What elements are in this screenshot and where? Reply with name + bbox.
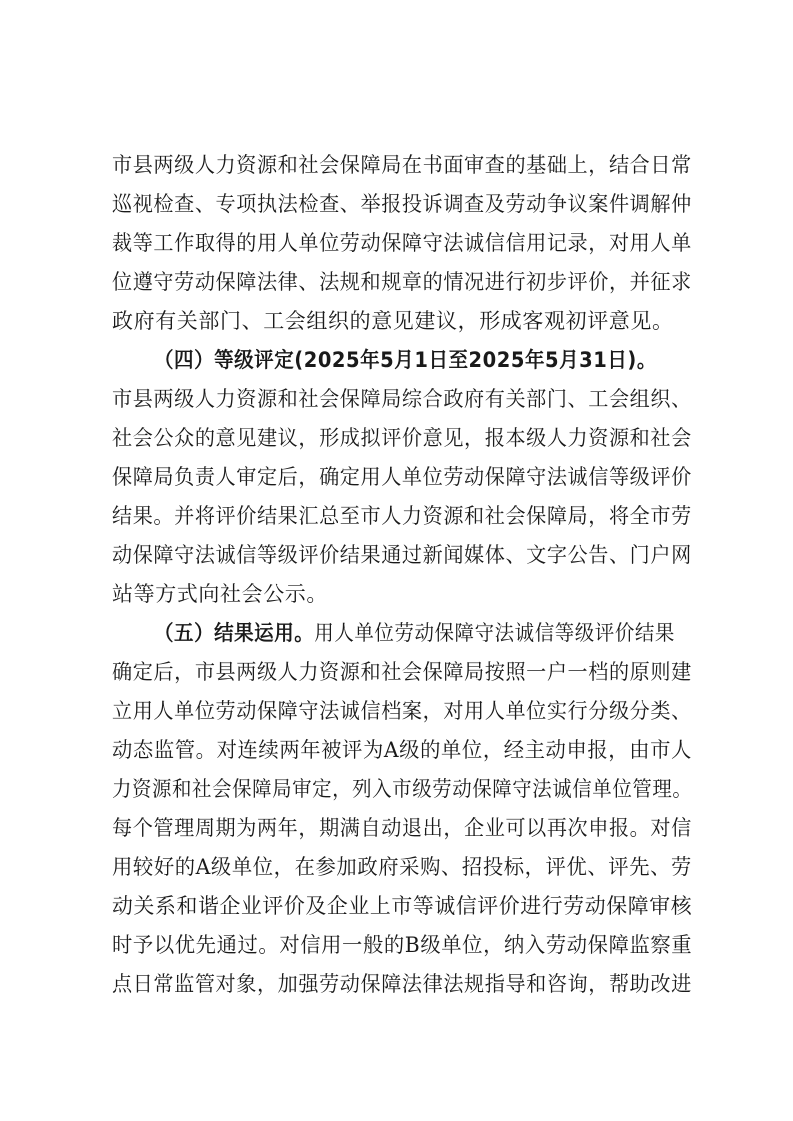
paragraph-line: 站等方式向社会公示。	[112, 582, 328, 606]
paragraph-line: 点日常监管对象，加强劳动保障法律法规指导和咨询，帮助改进	[112, 972, 692, 996]
paragraph-line: 市县两级人力资源和社会保障局综合政府有关部门、工会组织、	[112, 387, 692, 411]
section-text: 用人单位劳动保障守法诚信等级评价结果	[314, 621, 675, 645]
paragraph-line: 时予以优先通过。对信用一般的B级单位，纳入劳动保障监察重	[112, 933, 693, 957]
paragraph-line: 位遵守劳动保障法律、法规和规章的情况进行初步评价，并征求	[112, 270, 692, 294]
paragraph-line: 确定后，市县两级人力资源和社会保障局按照一户一档的原则建	[112, 660, 692, 684]
paragraph-line: 动保障守法诚信等级评价结果通过新闻媒体、文字公告、门户网	[112, 543, 692, 567]
paragraph-line: 每个管理周期为两年，期满自动退出，企业可以再次申报。对信	[112, 816, 692, 840]
paragraph-line: 立用人单位劳动保障守法诚信档案，对用人单位实行分级分类、	[112, 699, 692, 723]
paragraph-line: 用较好的A级单位，在参加政府采购、招投标，评优、评先、劳	[112, 855, 692, 879]
paragraph-line: 政府有关部门、工会组织的意见建议，形成客观初评意见。	[112, 309, 674, 333]
paragraph-line: 动关系和谐企业评价及企业上市等诚信评价进行劳动保障审核	[112, 894, 693, 918]
paragraph-line: 力资源和社会保障局审定，列入市级劳动保障守法诚信单位管理。	[112, 777, 693, 801]
section-heading: （四）等级评定(2025年5月1日至2025年5月31日)。	[154, 348, 657, 372]
paragraph-line: 结果。并将评价结果汇总至市人力资源和社会保障局，将全市劳	[112, 504, 692, 528]
paragraph-line: 保障局负责人审定后，确定用人单位劳动保障守法诚信等级评价	[112, 465, 692, 489]
paragraph-line: 巡视检查、专项执法检查、举报投诉调查及劳动争议案件调解仲	[112, 192, 692, 216]
paragraph-line: 裁等工作取得的用人单位劳动保障守法诚信信用记录，对用人单	[112, 231, 692, 255]
section-heading: （五）结果运用。	[154, 621, 315, 645]
section-first-line	[154, 618, 692, 648]
paragraph-line: 社会公众的意见建议，形成拟评价意见，报本级人力资源和社会	[112, 426, 692, 450]
paragraph-line: 动态监管。对连续两年被评为A级的单位，经主动申报，由市人	[112, 738, 692, 762]
paragraph-line: 市县两级人力资源和社会保障局在书面审查的基础上，结合日常	[112, 153, 692, 177]
